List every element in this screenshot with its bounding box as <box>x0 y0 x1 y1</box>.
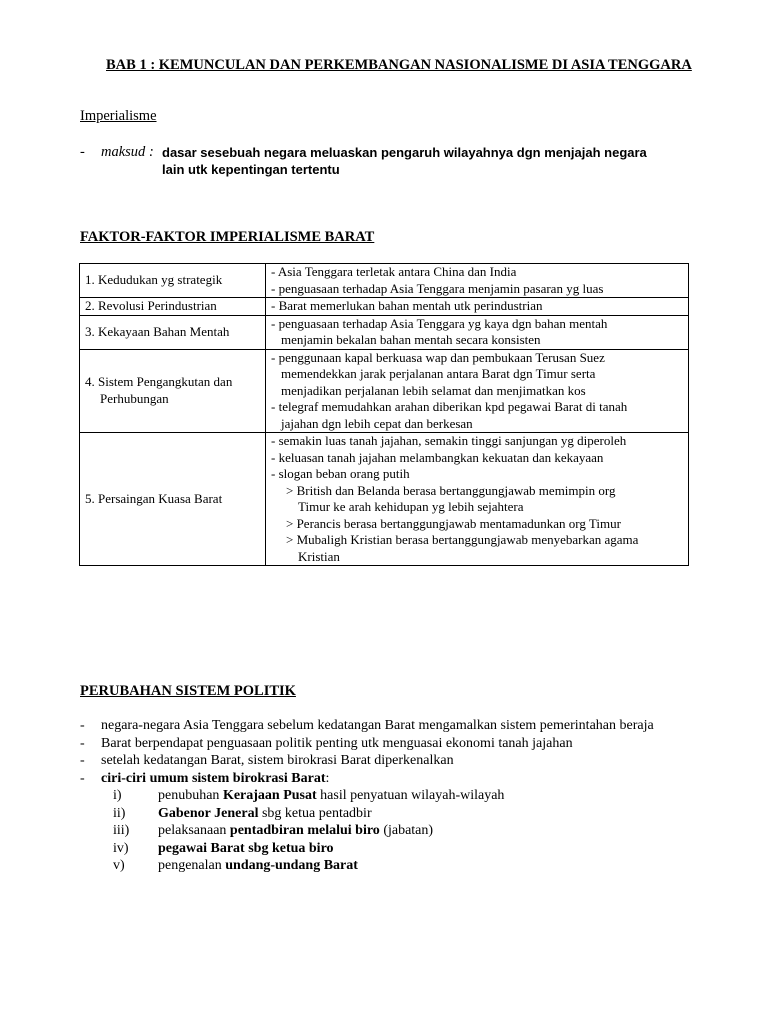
item-text <box>158 787 504 805</box>
table-line: menjamin bekalan bahan mentah secara konsisten <box>281 332 541 347</box>
table-row <box>80 433 689 566</box>
table-row <box>80 298 689 316</box>
bullet-dash: - <box>80 718 85 733</box>
item-number: iii) <box>113 823 130 838</box>
table-cell-value <box>266 433 689 566</box>
table-row <box>80 315 689 349</box>
table-cell-key: 3. Kekayaan Bahan Mentah <box>80 315 266 349</box>
table-cell-value <box>266 349 689 433</box>
item-pre: penubuhan <box>158 788 223 803</box>
table-cell-key: 1. Kedudukan yg strategik <box>80 264 266 298</box>
faktor-heading: FAKTOR-FAKTOR IMPERIALISME BARAT <box>80 229 375 245</box>
table-line: Timur ke arah kehidupan yg lebih sejahtera <box>298 499 524 514</box>
bullet-text <box>101 770 329 788</box>
table-cell-value <box>266 315 689 349</box>
table-line: Kristian <box>298 548 340 564</box>
table-line: menjadikan perjalanan lebih selamat dan menjimatkan kos <box>281 382 586 398</box>
definition-label-wrap <box>101 144 154 161</box>
table-line: - penggunaan kapal berkuasa wap dan pembukaan Terusan Suez <box>271 349 605 365</box>
ciri-label: ciri-ciri umum sistem birokrasi Barat <box>101 770 326 786</box>
bullet-dash: - <box>80 735 85 751</box>
definition-dash: - <box>80 144 85 160</box>
table-line: - keluasan tanah jajahan melambangkan kekuatan dan kekayaan <box>271 449 604 465</box>
item-post: sbg ketua pentadbir <box>258 805 372 821</box>
table-cell-key <box>80 349 266 433</box>
bullet-text: setelah kedatangan Barat, sistem birokrasi Barat diperkenalkan <box>101 753 454 768</box>
item-bold: undang-undang Barat <box>225 858 358 873</box>
item-post: hasil penyatuan wilayah-wilayah <box>316 788 505 803</box>
item-bold: Gabenor Jeneral <box>158 805 259 821</box>
item-bold: pegawai Barat sbg ketua biro <box>158 840 334 856</box>
table-row <box>80 349 689 433</box>
table-line: - Asia Tenggara terletak antara China dan India <box>271 264 517 279</box>
bullet-dash: - <box>80 753 85 768</box>
table-line: memendekkan jarak perjalanan antara Barat dgn Timur serta <box>281 366 596 381</box>
faktor-table <box>79 263 689 566</box>
item-text <box>158 840 334 858</box>
item-post: (jabatan) <box>379 823 434 838</box>
table-line: - penguasaan terhadap Asia Tenggara menjamin pasaran yg luas <box>271 280 604 296</box>
definition-text <box>162 144 722 178</box>
item-pre: pelaksanaan <box>158 823 230 838</box>
item-number: v) <box>113 858 125 873</box>
table-cell-value <box>266 264 689 298</box>
table-line: - slogan beban orang putih <box>271 466 410 481</box>
bullet-dash: - <box>80 770 85 786</box>
item-pre: pengenalan <box>158 858 226 873</box>
ciri-colon: : <box>325 770 330 786</box>
table-row <box>80 264 689 298</box>
table-line: - Barat memerlukan bahan mentah utk perindustrian <box>271 298 543 313</box>
definition-colon: : <box>145 144 154 160</box>
table-cell-key: 2. Revolusi Perindustrian <box>80 298 266 316</box>
item-text <box>158 857 358 875</box>
bullet-text: Barat berpendapat penguasaan politik penting utk menguasai ekonomi tanah jajahan <box>101 735 573 751</box>
table-line: - penguasaan terhadap Asia Tenggara yg kaya dgn bahan mentah <box>271 315 608 331</box>
definition-label: maksud <box>101 144 146 160</box>
item-text <box>158 822 433 840</box>
table-line: > Perancis berasa bertanggungjawab mentamadunkan org Timur <box>286 515 621 531</box>
table-key-line: 4. Sistem Pengangkutan dan <box>85 374 233 390</box>
table-line: - telegraf memudahkan arahan diberikan kpd pegawai Barat di tanah <box>271 399 628 414</box>
table-line: - semakin luas tanah jajahan, semakin tinggi sanjungan yg diperoleh <box>271 433 627 448</box>
imperialism-heading: Imperialisme <box>80 108 157 124</box>
item-number: iv) <box>113 840 129 856</box>
item-bold: Kerajaan Pusat <box>222 788 317 803</box>
page-title: BAB 1 : KEMUNCULAN DAN PERKEMBANGAN NASIONALISME DI ASIA TENGGARA <box>106 57 692 73</box>
item-number: ii) <box>113 805 126 821</box>
table-cell-value <box>266 298 689 316</box>
definition-line-2: lain utk kepentingan tertentu <box>162 162 340 177</box>
item-text <box>158 805 372 823</box>
table-key-line: Perhubungan <box>100 390 169 406</box>
table-line: > Mubaligh Kristian berasa bertanggungjawab menyebarkan agama <box>286 532 639 547</box>
item-number: i) <box>113 788 122 803</box>
table-line: jajahan dgn lebih cepat dan berkesan <box>281 415 473 431</box>
definition-line-1: dasar sesebuah negara meluaskan pengaruh wilayahnya dgn menjajah negara <box>162 145 647 160</box>
item-bold: pentadbiran melalui biro <box>229 823 380 838</box>
table-line: > British dan Belanda berasa bertanggungjawab memimpin org <box>286 482 616 498</box>
bullet-text: negara-negara Asia Tenggara sebelum kedatangan Barat mengamalkan sistem pemerintahan beraja <box>101 718 654 733</box>
table-cell-key: 5. Persaingan Kuasa Barat <box>80 433 266 566</box>
politik-heading: PERUBAHAN SISTEM POLITIK <box>80 683 296 699</box>
